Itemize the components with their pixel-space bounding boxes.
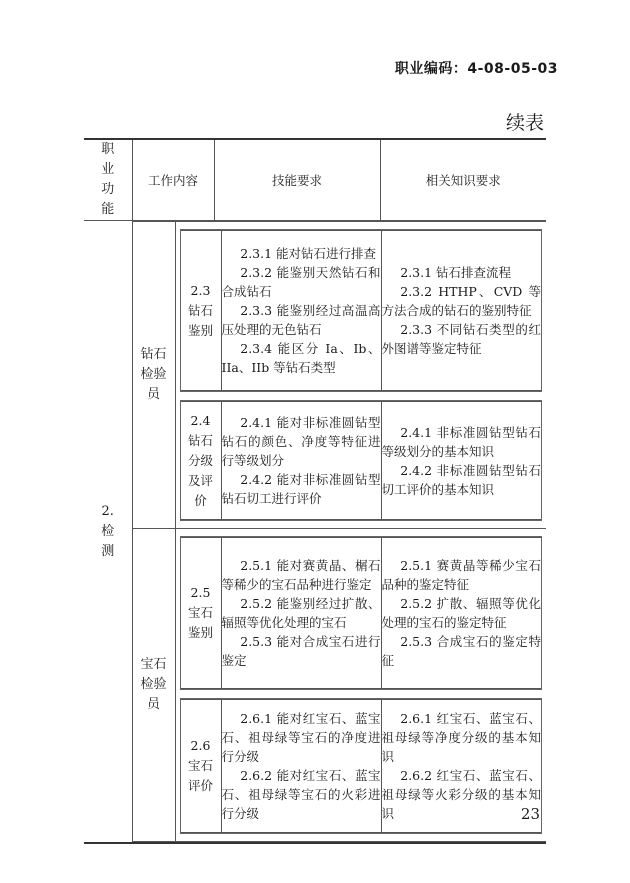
knowledge-item: 2.4.1 非标准圆钻型钻石等级划分的基本知识	[381, 424, 542, 459]
header-content: 工作内容	[132, 139, 214, 221]
knowledge-requirements-cell	[381, 402, 541, 520]
groups-table	[133, 221, 547, 842]
continued-label: 续表	[505, 112, 544, 134]
knowledge-item: 2.3.3 不同钻石类型的红外图谱等鉴定特征	[381, 322, 542, 357]
skills-table	[84, 138, 546, 844]
knowledge-item: 2.6.2 红宝石、蓝宝石、祖母绿等火彩分级的基本知识	[381, 767, 542, 821]
knowledge-item: 2.3.2 HTHP、CVD 等方法合成的钻石的鉴别特征	[381, 284, 542, 319]
role-group	[133, 222, 547, 529]
knowledge-item: 2.6.1 红宝石、蓝宝石、祖母绿等净度分级的基本知识	[381, 710, 542, 764]
work-content-cell: 2.6 宝石评价	[181, 699, 222, 832]
knowledge-item: 2.4.2 非标准圆钻型钻石切工评价的基本知识	[381, 462, 542, 497]
skill-item: 2.3.1 能对钻石进行排查	[240, 246, 377, 262]
work-item-box	[180, 400, 543, 521]
role-box-cell	[175, 529, 546, 842]
work-content-cell: 2.5 宝石鉴别	[181, 538, 222, 689]
skill-item: 2.3.3 能鉴别经过高温高压处理的无色钻石	[221, 303, 381, 338]
header-function: 职业功能	[84, 139, 132, 221]
knowledge-item: 2.5.2 扩散、辐照等优化处理的宝石的鉴定特征	[381, 595, 542, 630]
knowledge-requirements-cell	[381, 699, 541, 832]
role-cell: 宝石检验员	[133, 529, 176, 842]
page-number: 23	[520, 805, 540, 823]
skill-requirements-cell	[221, 231, 381, 391]
occupation-code: 职业编码：4-08-05-03	[394, 61, 558, 77]
table-body-row	[84, 221, 546, 844]
skill-item: 2.6.1 能对红宝石、蓝宝石、祖母绿等宝石的净度进行分级	[221, 710, 381, 764]
work-content-cell: 2.4 钻石分级及评价	[181, 402, 222, 520]
knowledge-item: 2.5.1 赛黄晶等稀少宝石品种的鉴定特征	[381, 557, 542, 592]
role-cell: 钻石检验员	[133, 222, 176, 529]
skill-item: 2.3.4 能区分 Ia、Ib、IIa、IIb 等钻石类型	[221, 341, 381, 376]
skill-item: 2.5.3 能对合成宝石进行鉴定	[221, 633, 381, 668]
role-box-cell	[175, 222, 546, 529]
work-content-cell: 2.3 钻石鉴别	[181, 231, 222, 391]
table-header-row	[84, 139, 546, 221]
knowledge-requirements-cell	[381, 538, 541, 689]
skill-requirements-cell	[221, 538, 381, 689]
knowledge-item: 2.3.1 钻石排查流程	[400, 265, 512, 281]
knowledge-requirements-cell	[381, 231, 541, 391]
role-group	[133, 529, 547, 842]
skill-item: 2.6.2 能对红宝石、蓝宝石、祖母绿等宝石的火彩进行分级	[221, 767, 381, 821]
skill-item: 2.4.2 能对非标准圆钻型钻石切工进行评价	[221, 472, 381, 507]
skill-item: 2.3.2 能鉴别天然钻石和合成钻石	[221, 265, 381, 300]
skill-item: 2.5.1 能对赛黄晶、榍石等稀少的宝石品种进行鉴定	[221, 557, 381, 592]
header-skill: 技能要求	[214, 139, 380, 221]
skill-requirements-cell	[221, 402, 381, 520]
skill-requirements-cell	[221, 699, 381, 832]
groups-cell	[132, 221, 546, 844]
work-item-box	[180, 229, 543, 392]
function-cell: 2. 检测	[84, 221, 132, 844]
header-knowledge: 相关知识要求	[380, 139, 546, 221]
knowledge-item: 2.5.3 合成宝石的鉴定特征	[381, 633, 542, 668]
skill-item: 2.4.1 能对非标准圆钻型钻石的颜色、净度等特征进行等级划分	[221, 415, 381, 469]
skill-item: 2.5.2 能鉴别经过扩散、辐照等优化处理的宝石	[221, 595, 381, 630]
work-item-box	[180, 536, 543, 690]
work-item-box	[180, 698, 543, 834]
